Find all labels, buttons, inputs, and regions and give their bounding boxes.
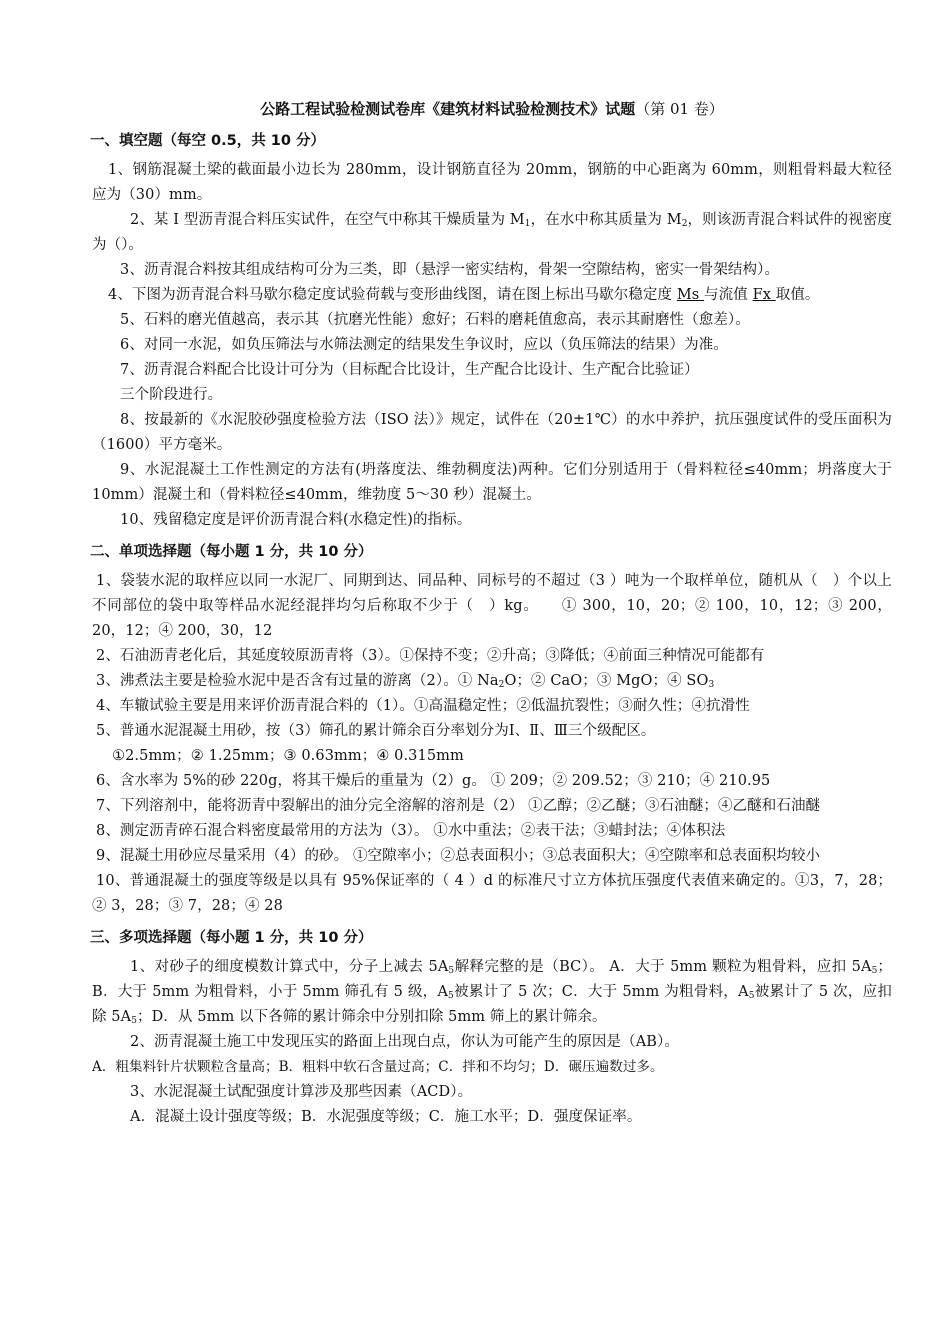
s1-question-4: 4、下图为沥青混合料马歇尔稳定度试验荷载与变形曲线图，请在图上标出马歇尔稳定度 Ms 与流值 Fx 取值。 [108,287,820,303]
s2-question-4: 4、车辙试验主要是用来评价沥青混合料的（1）。①高温稳定性；②低温抗裂性；③耐久性；④抗滑性 [96,698,750,714]
s2-question-1: 1、袋装水泥的取样应以同一水泥厂、同期到达、同品种、同标号的不超过（3 ）吨为一个取样单位，随机从（ ）个以上不同部位的袋中取等样品水泥经混拌均匀后称取不少于（ ）kg。 ① 300，10，20；② 100，10，12；③ 200，20，12；④ 200，30，12 [92,573,892,639]
s2-question-3: 3、沸煮法主要是检验水泥中是否含有过量的游离（2）。① $Na_2O$；② CaO；③ MgO；④ $SO_3$ [96,673,715,690]
section-heading-single-choice: 二、单项选择题（每小题 1 分，共 10 分） [90,544,373,560]
section-heading-fill-blank: 一、填空题（每空 0.5，共 10 分） [90,133,326,149]
s3-question-3-options: A．混凝土设计强度等级；B．水泥强度等级；C．施工水平；D．强度保证率。 [130,1109,642,1125]
s2-question-5-options: ①2.5mm；② 1.25mm；③ 0.63mm；④ 0.315mm [112,748,464,764]
s2-question-5: 5、普通水泥混凝土用砂，按（3）筛孔的累计筛余百分率划分为Ⅰ、Ⅱ、Ⅲ三个级配区。 [96,723,656,739]
title-main: 公路工程试验检测试卷库《建筑材料试验检测技术》试题 [260,100,636,118]
s1-question-7-cont: 三个阶段进行。 [120,387,223,403]
s3-question-1: 1、对砂子的细度模数计算式中，分子上减去 $5A_5$解释完整的是（BC）。 A．大于 5mm 颗粒为粗骨料，应扣 $5A_5$；B．大于 5mm 为粗骨料，小于 5mm 筛孔有 5 级，$A_5$被累计了 5 次；C．大于 5mm 为粗骨料，$A_5$被累计了 5 次，应扣除 $5A_5$；D．从 5mm 以下各筛的累计筛余中分别扣除 5mm 筛上的累计筛余。 [92,959,892,1026]
document-page [92,96,892,1130]
s1-question-1: 1、钢筋混凝土梁的截面最小边长为 280mm，设计钢筋直径为 20mm，钢筋的中心距离为 60mm，则粗骨料最大粒径应为（30）mm。 [92,162,892,203]
s1-question-10: 10、残留稳定度是评价沥青混合料(水稳定性)的指标。 [120,512,472,528]
s3-question-2: 2、沥青混凝土施工中发现压实的路面上出现白点，你认为可能产生的原因是（AB）。 [130,1034,679,1050]
s1-question-7: 7、沥青混合料配合比设计可分为（目标配合比设计，生产配合比设计、生产配合比验证） [120,362,699,378]
s1-question-2: 2、某 I 型沥青混合料压实试件，在空气中称其干燥质量为 $M_1$，在水中称其质量为 $M_2$，则该沥青混合料试件的视密度为（）。 [92,212,892,253]
s3-question-3: 3、水泥混凝土试配强度计算涉及那些因素（ACD）。 [130,1084,473,1100]
section-heading-multiple-choice: 三、多项选择题（每小题 1 分，共 10 分） [90,930,373,946]
s1-question-8: 8、按最新的《水泥胶砂强度检验方法（ISO 法）》规定，试件在（20±1℃）的水中养护，抗压强度试件的受压面积为（1600）平方毫米。 [92,412,892,453]
s1-question-6: 6、对同一水泥，如负压筛法与水筛法测定的结果发生争议时，应以（负压筛法的结果）为准。 [120,337,728,353]
document-title [92,96,892,122]
s2-question-10: 10、普通混凝土的强度等级是以具有 95%保证率的（ 4 ）d 的标准尺寸立方体抗压强度代表值来确定的。①3，7，28；② 3，28；③ 7，28；④ 28 [92,873,892,914]
s2-question-9: 9、混凝土用砂应尽量采用（4）的砂。 ①空隙率小；②总表面积小；③总表面积大；④空隙率和总表面积均较小 [96,848,821,864]
s2-question-8: 8、测定沥青碎石混合料密度最常用的方法为（3）。 ①水中重法；②表干法；③蜡封法；④体积法 [96,823,726,839]
s2-question-6: 6、含水率为 5%的砂 220g，将其干燥后的重量为（2）g。 ① 209；② 209.52；③ 210；④ 210.95 [96,773,771,789]
s3-question-2-options: A．粗集料针片状颗粒含量高；B．粗料中软石含量过高；C．拌和不均匀；D．碾压遍数过多。 [92,1059,664,1075]
s2-question-7: 7、下列溶剂中，能将沥青中裂解出的油分完全溶解的溶剂是（2） ①乙醇；②乙醚；③石油醚；④乙醚和石油醚 [96,798,821,814]
s1-question-5: 5、石料的磨光值越高，表示其（抗磨光性能）愈好；石料的磨耗值愈高，表示其耐磨性（愈差）。 [120,312,750,328]
s2-question-2: 2、石油沥青老化后，其延度较原沥青将（3）。①保持不变；②升高；③降低；④前面三种情况可能都有 [96,648,765,664]
s1-question-9: 9、水泥混凝土工作性测定的方法有(坍落度法、维勃稠度法)两种。它们分别适用于（骨料粒径≤40mm；坍落度大于 10mm）混凝土和（骨料粒径≤40mm，维勃度 5～30 秒）混凝土。 [92,462,892,503]
s1-question-3: 3、沥青混合料按其组成结构可分为三类，即（悬浮一密实结构，骨架一空隙结构，密实一骨架结构）。 [120,262,780,278]
title-volume: （第 01 卷） [635,100,724,118]
